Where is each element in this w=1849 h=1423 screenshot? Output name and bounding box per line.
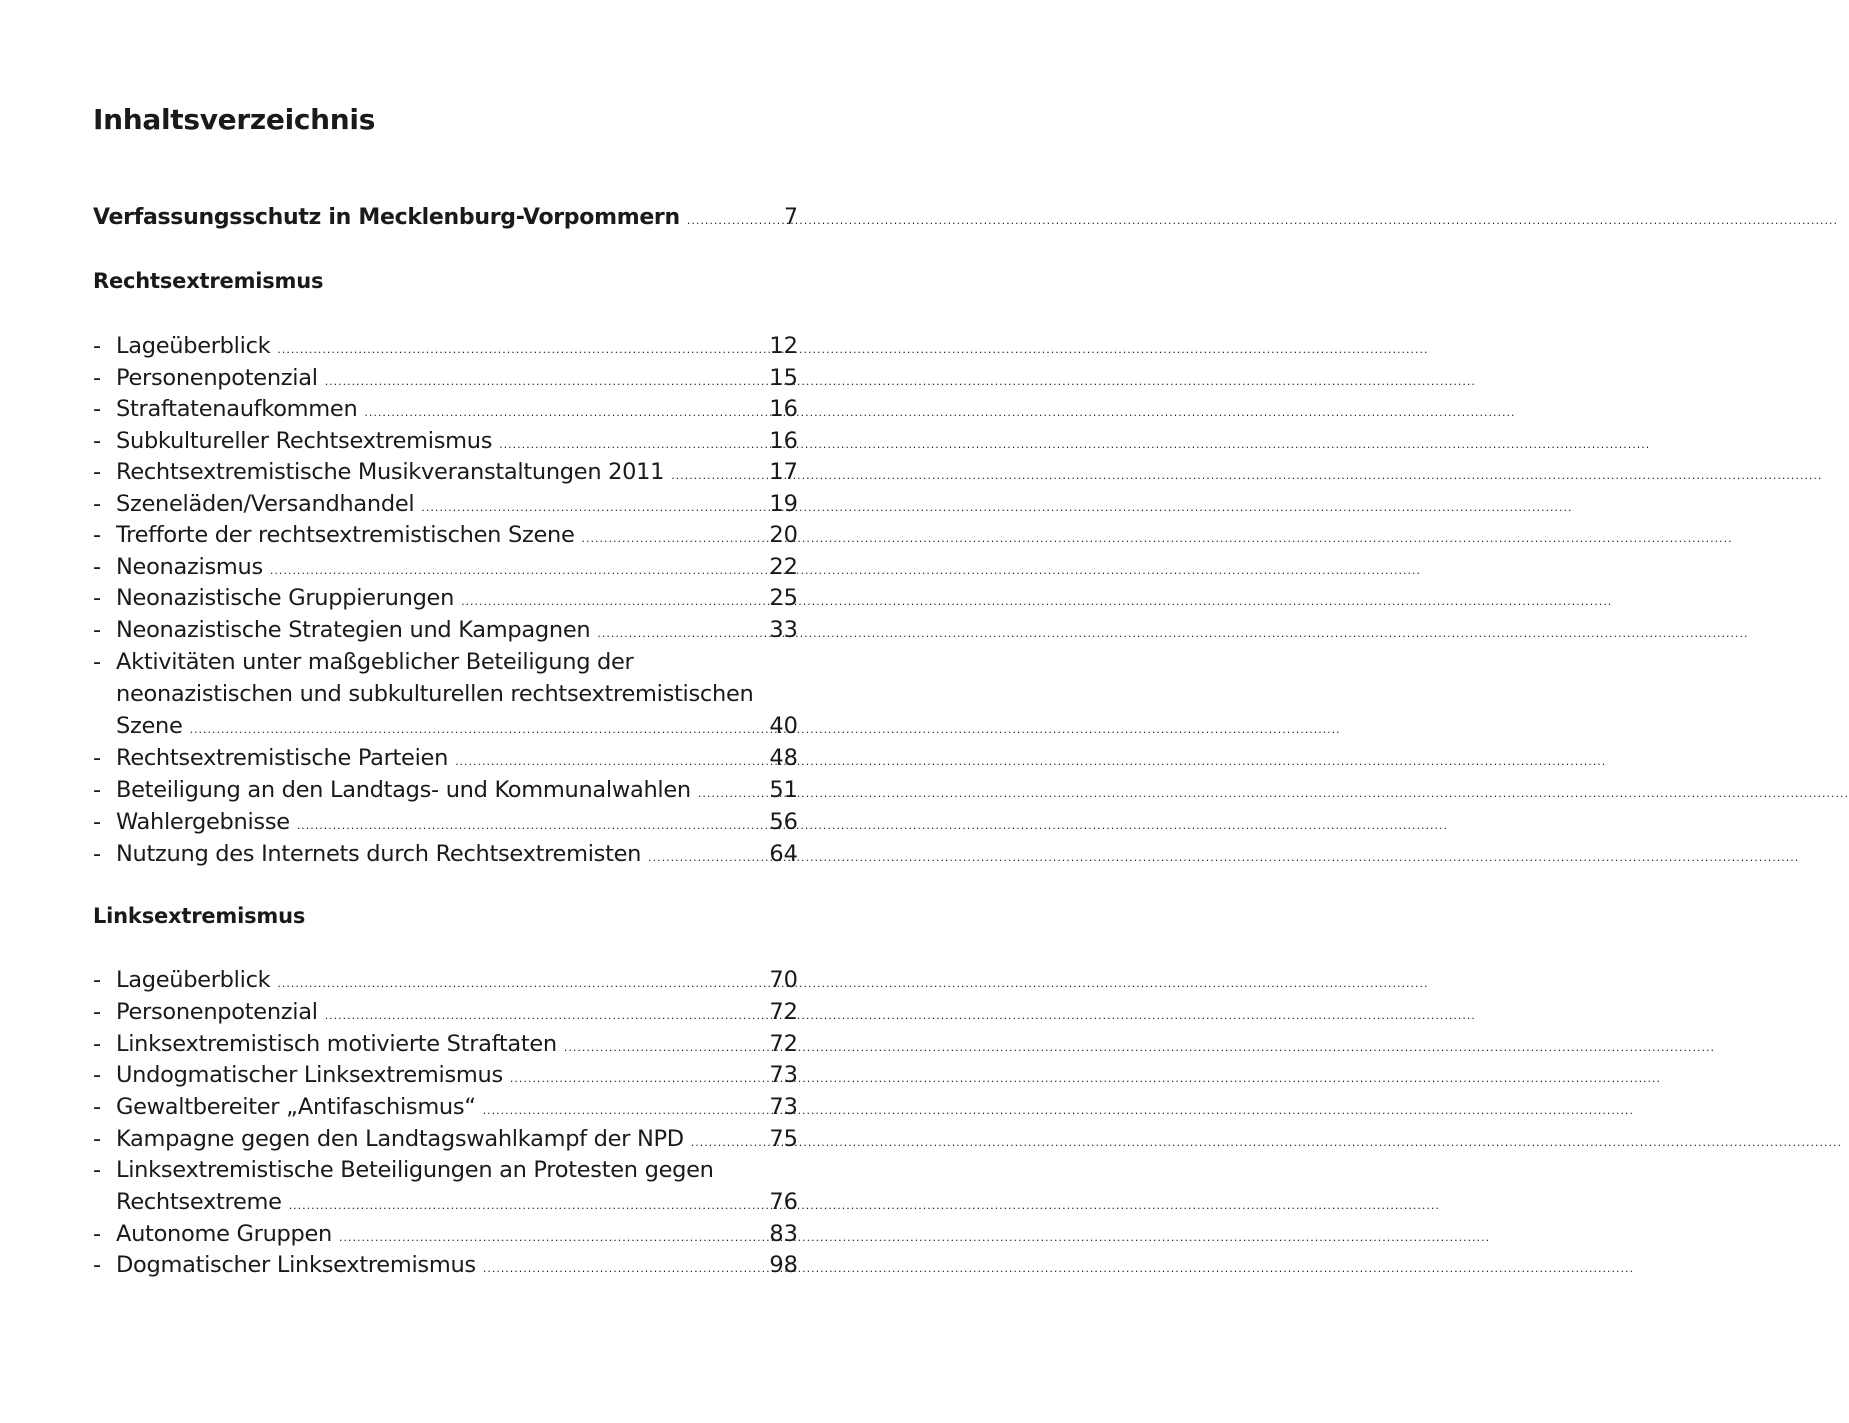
toc-page-number: 76 <box>769 1189 798 1215</box>
toc-entry-verfassungsschutz[interactable] <box>93 202 798 234</box>
toc-page-number: 73 <box>769 1062 798 1088</box>
toc-entry-label: Verfassungsschutz in Mecklenburg-Vorpommern <box>93 205 680 230</box>
toc-entry-line <box>116 1186 798 1218</box>
list-dash: - <box>93 1094 102 1120</box>
toc-entry-label-continued: Rechtsextreme <box>116 1189 282 1215</box>
toc-entry[interactable] <box>93 964 798 996</box>
list-dash: - <box>93 1125 102 1152</box>
toc-page-number: 7 <box>784 205 798 230</box>
toc-entry-label: Kampagne gegen den Landtagswahlkampf der NPD <box>116 1125 684 1152</box>
dot-leader <box>687 205 772 237</box>
toc-page-number: 51 <box>769 777 798 803</box>
toc-page-number: 98 <box>769 1252 798 1278</box>
toc-entry[interactable] <box>93 582 798 614</box>
toc-entry-label-continued: Szene <box>116 713 183 739</box>
list-dash: - <box>93 490 102 517</box>
dot-leader <box>597 618 761 650</box>
toc-entry[interactable] <box>93 330 798 362</box>
list-dash: - <box>93 1030 102 1057</box>
toc-page-number: 72 <box>769 999 798 1025</box>
toc-page-number: 72 <box>769 1030 798 1057</box>
list-dash: - <box>93 1252 102 1278</box>
toc-entry-line <box>93 646 798 678</box>
list-dash: - <box>93 649 102 675</box>
toc-page-number: 33 <box>769 616 798 643</box>
toc-entry-label: Linksextremistisch motivierte Straftaten <box>116 1030 557 1057</box>
toc-entry-label: Wahlergebnisse <box>116 809 290 835</box>
toc-entry-label: Personenpotenzial <box>116 999 318 1025</box>
list-dash: - <box>93 459 102 485</box>
toc-entry-line <box>116 710 798 742</box>
list-dash: - <box>93 1062 102 1088</box>
toc-page-number: 40 <box>769 713 798 739</box>
toc-entry[interactable] <box>93 742 798 774</box>
toc-entry-label-continued: neonazistischen und subkulturellen rechtsextremistischen <box>116 681 754 707</box>
toc-entry[interactable] <box>93 1059 798 1091</box>
toc-entry-line <box>116 678 798 710</box>
toc-page <box>0 0 900 1423</box>
list-dash: - <box>93 333 102 359</box>
toc-page-number: 19 <box>769 490 798 517</box>
list-dash: - <box>93 427 102 454</box>
toc-entry-label: Neonazistische Strategien und Kampagnen <box>116 616 591 643</box>
dot-leader <box>648 842 761 874</box>
list-dash: - <box>93 745 102 771</box>
toc-page-number: 15 <box>769 364 798 391</box>
section-heading-linksextremismus: Linksextremismus <box>93 904 306 928</box>
toc-entry[interactable] <box>93 519 798 551</box>
toc-entry[interactable] <box>93 1091 798 1123</box>
toc-entry-label: Beteiligung an den Landtags- und Kommunalwahlen <box>116 777 691 803</box>
toc-page-number: 64 <box>769 841 798 867</box>
section-heading-rechtsextremismus: Rechtsextremismus <box>93 269 324 293</box>
toc-page-number: 16 <box>769 427 798 454</box>
toc-entry[interactable] <box>93 806 798 838</box>
toc-entry[interactable] <box>93 393 798 425</box>
list-dash: - <box>93 809 102 835</box>
toc-page-number: 16 <box>769 396 798 422</box>
toc-entry[interactable] <box>93 838 798 870</box>
list-dash: - <box>93 553 102 580</box>
toc-entry-label: Rechtsextremistische Parteien <box>116 745 449 771</box>
toc-entry-line <box>93 1154 798 1186</box>
toc-page-number: 25 <box>769 585 798 611</box>
page-title: Inhaltsverzeichnis <box>93 103 376 136</box>
toc-entry[interactable] <box>93 362 798 394</box>
toc-entry-label: Nutzung des Internets durch Rechtsextremisten <box>116 841 642 867</box>
list-dash: - <box>93 777 102 803</box>
toc-entry-label: Personenpotenzial <box>116 364 318 391</box>
list-dash: - <box>93 1157 102 1183</box>
toc-entry-label: Linksextremistische Beteiligungen an Protesten gegen <box>116 1157 714 1183</box>
toc-entry[interactable] <box>93 488 798 520</box>
toc-entry[interactable] <box>93 456 798 488</box>
toc-entry-label: Dogmatischer Linksextremismus <box>116 1252 476 1278</box>
toc-entry[interactable] <box>93 551 798 583</box>
toc-entry[interactable] <box>93 1218 798 1250</box>
list-dash: - <box>93 364 102 391</box>
list-dash: - <box>93 841 102 867</box>
list-dash: - <box>93 522 102 548</box>
dot-leader <box>483 1253 762 1285</box>
toc-page-number: 20 <box>769 522 798 548</box>
toc-page-number: 22 <box>769 553 798 580</box>
toc-page-number: 56 <box>769 809 798 835</box>
toc-entry[interactable] <box>93 1123 798 1155</box>
toc-entry-label: Subkultureller Rechtsextremismus <box>116 427 493 454</box>
toc-entry[interactable] <box>93 774 798 806</box>
toc-page-number: 75 <box>769 1125 798 1152</box>
toc-entry-label: Straftatenaufkommen <box>116 396 358 422</box>
toc-entry-label: Aktivitäten unter maßgeblicher Beteiligung der <box>116 649 634 675</box>
toc-entry-label: Lageüberblick <box>116 967 271 993</box>
toc-entry[interactable] <box>93 996 798 1028</box>
toc-entry[interactable] <box>93 1028 798 1060</box>
list-dash: - <box>93 967 102 993</box>
toc-entry-label: Gewaltbereiter „Antifaschismus“ <box>116 1094 476 1120</box>
toc-page-number: 70 <box>769 967 798 993</box>
toc-page-number: 17 <box>769 459 798 485</box>
toc-entry[interactable] <box>93 425 798 457</box>
list-dash: - <box>93 585 102 611</box>
toc-entry-label: Rechtsextremistische Musikveranstaltungen 2011 <box>116 459 665 485</box>
toc-page-number: 73 <box>769 1094 798 1120</box>
toc-page-number: 12 <box>769 333 798 359</box>
toc-entry[interactable] <box>93 614 798 646</box>
toc-entry-label: Szeneläden/Versandhandel <box>116 490 415 517</box>
toc-entry[interactable] <box>93 1249 798 1281</box>
toc-entry-label: Undogmatischer Linksextremismus <box>116 1062 503 1088</box>
toc-page-number: 83 <box>769 1220 798 1247</box>
toc-entry-label: Autonome Gruppen <box>116 1220 332 1247</box>
toc-entry-label: Trefforte der rechtsextremistischen Szene <box>116 522 575 548</box>
list-dash: - <box>93 1220 102 1247</box>
list-dash: - <box>93 616 102 643</box>
toc-entry-label: Lageüberblick <box>116 333 271 359</box>
toc-entry-label: Neonazismus <box>116 553 263 580</box>
toc-entry-label: Neonazistische Gruppierungen <box>116 585 455 611</box>
list-dash: - <box>93 396 102 422</box>
list-dash: - <box>93 999 102 1025</box>
toc-page-number: 48 <box>769 745 798 771</box>
